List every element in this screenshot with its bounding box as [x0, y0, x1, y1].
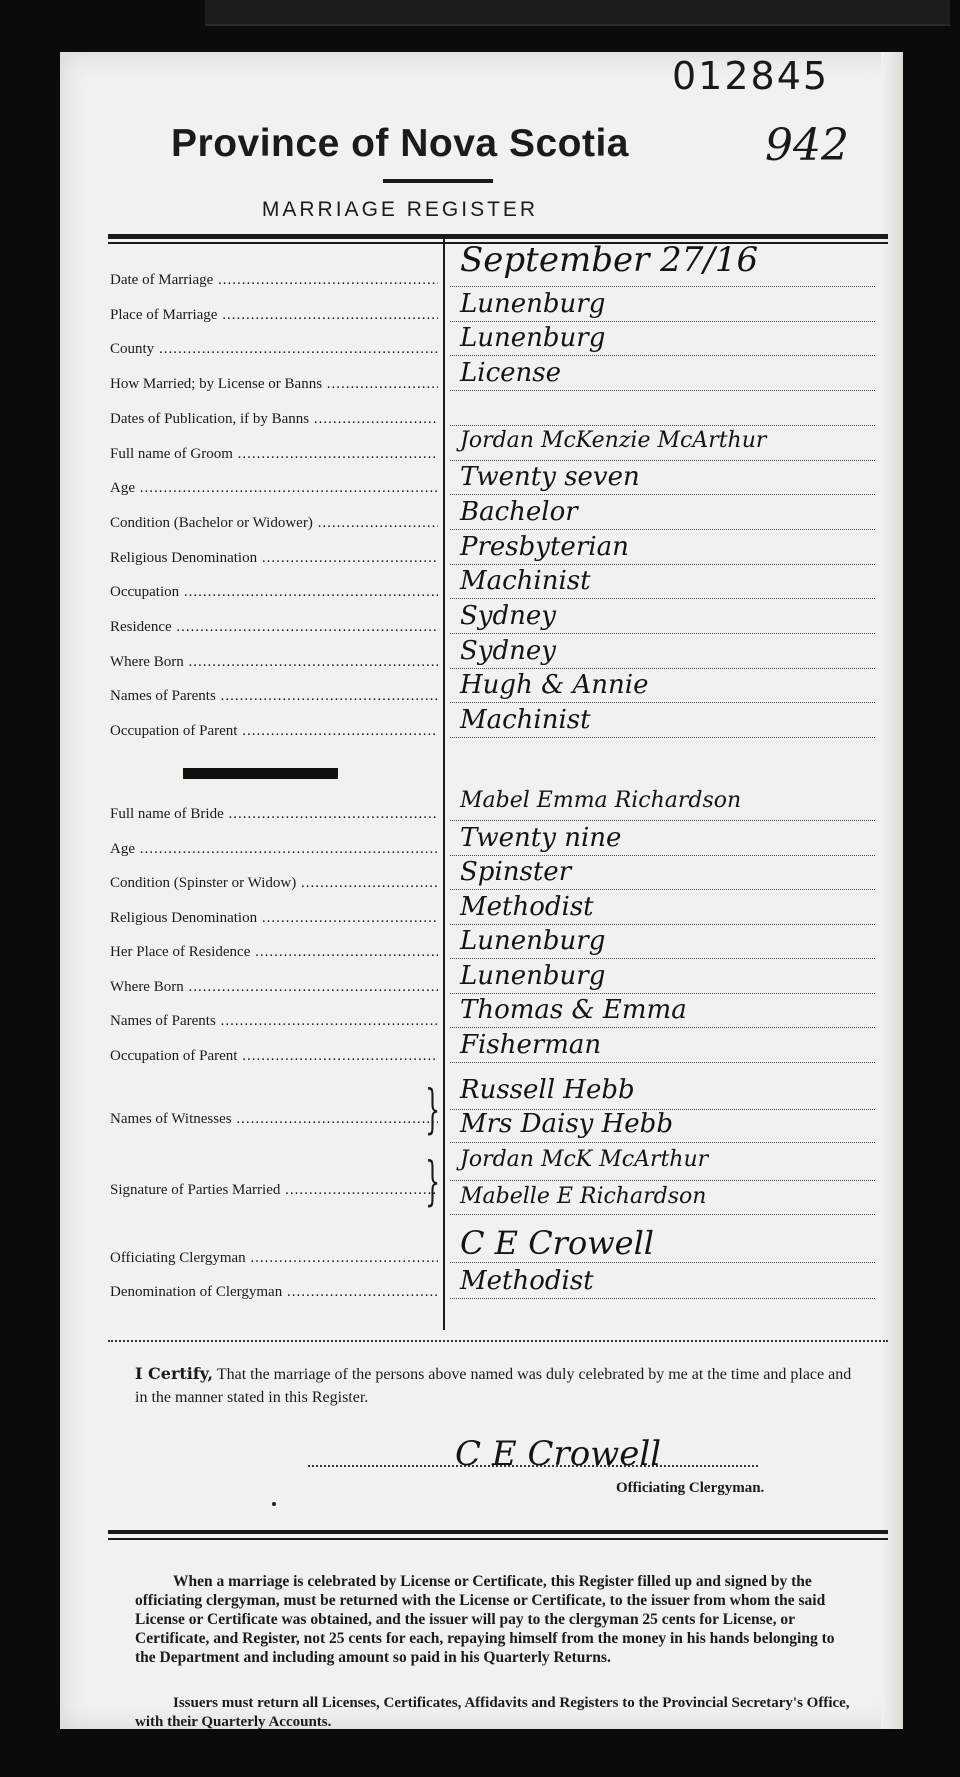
bride_rows-value-1: Twenty nine — [460, 822, 622, 853]
marriage-register-document — [60, 52, 903, 1729]
notice-emphasis: not 25 cents for each, — [303, 1630, 444, 1647]
bride_rows-value-7: Fisherman — [460, 1029, 602, 1060]
witness-2-value: Mrs Daisy Hebb — [460, 1109, 673, 1139]
certify-lead: I Certify, — [135, 1364, 214, 1383]
notice-text-a: When a marriage is celebrated by License or Certificate, this Register filled up and signed by the officiating clergyman, must be returned with the License or Certificate, to the issuer from whom the said License or Certificate was obtained, and the issuer will pay to the clergyman 25 cents for License, or Certificate, and Register, — [135, 1573, 826, 1647]
bride_rows-line-0 — [450, 820, 875, 821]
groom_rows-line-10 — [450, 633, 875, 634]
certify-caption: Officiating Clergyman. — [616, 1480, 765, 1496]
signature-bride-line — [450, 1214, 875, 1215]
paper-edge — [881, 52, 903, 1729]
certification-text — [135, 1362, 855, 1409]
witnesses-label: Names of Witnesses ..... — [110, 1109, 438, 1129]
bride_rows-value-4: Lunenburg — [460, 926, 606, 956]
stamp-number: 012845 — [672, 54, 830, 98]
groom_rows-value-2: Lunenburg — [460, 323, 606, 354]
title-underline — [383, 179, 493, 183]
groom_rows-label-4: Dates of Publication, if by Banns ..... — [110, 409, 438, 429]
bride_rows-label-2: Condition (Spinster or Widow) ..... — [110, 873, 438, 893]
certify-signature: C E Crowell — [455, 1434, 662, 1474]
groom_rows-line-3 — [450, 390, 875, 391]
groom_rows-label-0: Date of Marriage ..... — [110, 270, 438, 290]
groom_rows-label-3: How Married; by License or Banns ..... — [110, 374, 438, 394]
witnesses-brace: } — [425, 1080, 440, 1140]
groom_rows-value-10: Sydney — [460, 601, 556, 631]
bride_rows-label-6: Names of Parents ..... — [110, 1011, 438, 1031]
notice-text-b: repaying himself from the money in his hands belonging to the Department and including amount so paid in his Quarterly Returns. — [135, 1630, 835, 1666]
issuers-paragraph: Issuers must return all Licenses, Certificates, Affidavits and Registers to the Provincial Secretary's Office, with their Quarterly Accounts. — [135, 1695, 850, 1729]
ink-dot — [272, 1502, 276, 1506]
page-number: 942 — [765, 120, 849, 171]
bride_rows-line-3 — [450, 924, 875, 925]
witness-2-line — [450, 1142, 875, 1143]
bride_rows-label-7: Occupation of Parent ..... — [110, 1046, 438, 1066]
groom_rows-value-13: Machinist — [460, 705, 591, 736]
groom_rows-label-11: Where Born ..... — [110, 652, 438, 672]
clergy-denomination-label: Denomination of Clergyman ..... — [110, 1282, 438, 1302]
groom_rows-label-8: Religious Denomination ..... — [110, 548, 438, 568]
groom_rows-label-7: Condition (Bachelor or Widower) ..... — [110, 513, 438, 533]
groom_rows-line-13 — [450, 737, 875, 738]
groom_rows-label-13: Occupation of Parent ..... — [110, 721, 438, 741]
signature-groom-line — [450, 1180, 875, 1181]
witness-1-value: Russell Hebb — [460, 1075, 635, 1105]
groom_rows-line-1 — [450, 321, 875, 322]
bride_rows-value-5: Lunenburg — [460, 960, 606, 991]
bride_rows-label-5: Where Born ..... — [110, 977, 438, 997]
bride_rows-label-0: Full name of Bride ..... — [110, 804, 438, 824]
notice-paragraph — [135, 1572, 855, 1667]
groom_rows-value-5: Jordan McKenzie McArthur — [460, 427, 767, 453]
bride_rows-label-1: Age ..... — [110, 839, 438, 859]
groom_rows-line-4 — [450, 425, 875, 426]
bride_rows-value-3: Methodist — [460, 891, 594, 922]
document-subtitle: MARRIAGE REGISTER — [261, 198, 539, 221]
groom_rows-value-0: September 27/16 — [460, 240, 759, 280]
groom_rows-value-6: Twenty seven — [460, 462, 640, 493]
notice-top-rule — [108, 1530, 888, 1534]
groom_rows-label-9: Occupation ..... — [110, 582, 438, 602]
signatures-label: Signature of Parties Married ..... — [110, 1180, 438, 1200]
header-rule — [108, 234, 888, 239]
groom_rows-value-7: Bachelor — [460, 496, 578, 527]
bride_rows-line-2 — [450, 889, 875, 890]
groom_rows-label-2: County ..... — [110, 339, 438, 359]
groom_rows-label-12: Names of Parents ..... — [110, 686, 438, 706]
clergy-denomination-line — [450, 1298, 875, 1299]
groom_rows-line-0 — [450, 286, 875, 287]
groom_rows-value-12: Hugh & Annie — [460, 670, 649, 701]
groom_rows-line-9 — [450, 598, 875, 599]
document-title: Province of Nova Scotia — [171, 122, 629, 165]
groom_rows-line-2 — [450, 355, 875, 356]
signatures-brace: } — [425, 1152, 440, 1212]
bride_rows-line-6 — [450, 1027, 875, 1028]
certify-top-rule — [108, 1340, 888, 1342]
groom_rows-value-3: License — [460, 358, 562, 389]
groom_rows-label-1: Place of Marriage ..... — [110, 305, 438, 325]
signature-bride-value: Mabelle E Richardson — [460, 1184, 707, 1209]
bride_rows-line-5 — [450, 993, 875, 994]
groom_rows-label-10: Residence ..... — [110, 617, 438, 637]
groom_rows-label-5: Full name of Groom ..... — [110, 444, 438, 464]
column-divider — [443, 235, 445, 1330]
bride_rows-label-4: Her Place of Residence ..... — [110, 942, 438, 962]
groom_rows-value-8: Presbyterian — [460, 531, 629, 562]
section-divider-bar — [183, 768, 338, 779]
clergy-label: Officiating Clergyman ..... — [110, 1248, 438, 1268]
groom_rows-line-5 — [450, 460, 875, 461]
groom_rows-label-6: Age ..... — [110, 478, 438, 498]
clergy-value: C E Crowell — [460, 1224, 655, 1262]
clergy-line — [450, 1262, 875, 1263]
groom_rows-line-11 — [450, 668, 875, 669]
groom_rows-line-8 — [450, 564, 875, 565]
bride_rows-label-3: Religious Denomination ..... — [110, 908, 438, 928]
notice-top-rule-thin — [108, 1538, 888, 1540]
signature-groom-value: Jordan McK McArthur — [460, 1147, 709, 1172]
groom_rows-value-1: Lunenburg — [460, 288, 606, 319]
bride_rows-line-1 — [450, 855, 875, 856]
groom_rows-value-9: Machinist — [460, 566, 591, 597]
scan-border — [205, 0, 950, 26]
groom_rows-line-12 — [450, 702, 875, 703]
bride_rows-line-4 — [450, 958, 875, 959]
certify-body: That the marriage of the persons above named was duly celebrated by me at the time and place and in the manner stated in this Register. — [135, 1366, 852, 1406]
bride_rows-line-7 — [450, 1062, 875, 1063]
certify-signature-line — [308, 1465, 758, 1467]
groom_rows-value-11: Sydney — [460, 635, 556, 666]
bride_rows-value-6: Thomas & Emma — [460, 995, 687, 1025]
groom_rows-line-7 — [450, 529, 875, 530]
groom_rows-line-6 — [450, 494, 875, 495]
bride_rows-value-2: Spinster — [460, 857, 572, 887]
bride_rows-value-0: Mabel Emma Richardson — [460, 788, 742, 813]
clergy-denomination-value: Methodist — [460, 1266, 594, 1296]
